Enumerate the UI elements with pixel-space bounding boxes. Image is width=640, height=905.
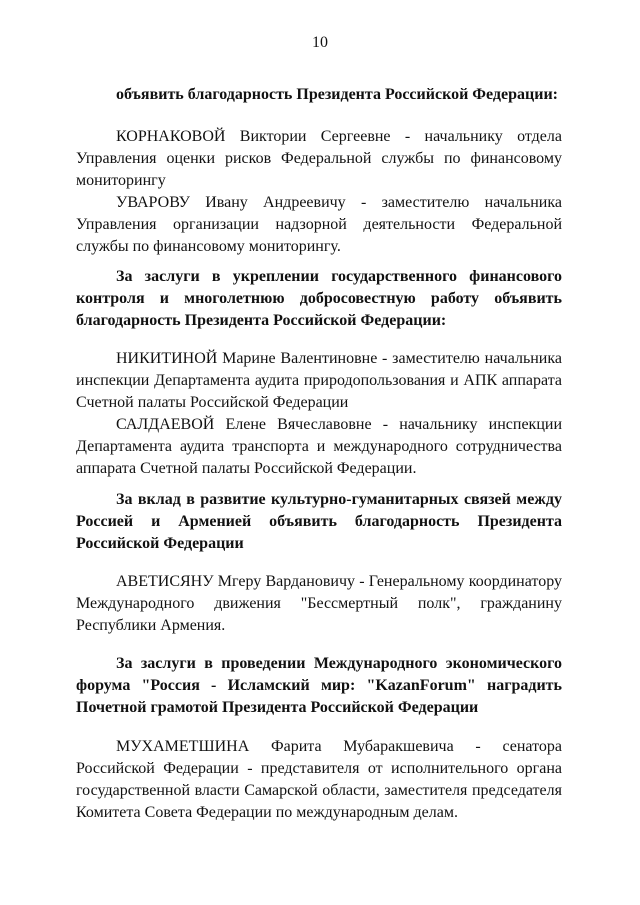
section-4: [76, 653, 562, 719]
award-entry: САЛДАЕВОЙ Елене Вячеславовне - начальнику инспекции Департамента аудита транспорта и международного сотрудничества аппарата Счетной палаты Российской Федерации.: [76, 416, 562, 477]
section-heading: За заслуги в укреплении государственного финансового контроля и многолетнюю добросовестную работу объявить благодарность Президента Российской Федерации:: [76, 268, 562, 329]
section-2: [76, 266, 562, 332]
award-entry: МУХАМЕТШИНА Фарита Мубаракшевича - сенатора Российской Федерации - представителя от исполнительного органа государственной власти Самарской области, заместителя председателя Комитета Совета Федерации по международным делам.: [76, 738, 562, 821]
award-entry: УВАРОВУ Ивану Андреевичу - заместителю начальника Управления организации надзорной деятельности Федеральной службы по финансовому мониторингу.: [76, 194, 562, 255]
page-number: 10: [312, 34, 328, 51]
section-2-entries: [76, 348, 562, 480]
section-heading: объявить благодарность Президента Российской Федерации:: [116, 86, 558, 103]
section-1: [76, 84, 562, 106]
section-heading: За вклад в развитие культурно-гуманитарных связей между Россией и Арменией объявить благодарность Президента Российской Федерации: [76, 491, 562, 552]
section-4-entries: [76, 736, 562, 824]
section-heading: За заслуги в проведении Международного экономического форума "Россия - Исламский мир: "KazanForum" наградить Почетной грамотой Президента Российской Федерации: [76, 655, 562, 716]
award-entry: КОРНАКОВОЙ Виктории Сергеевне - начальнику отдела Управления оценки рисков Федеральной службы по финансовому мониторингу: [76, 128, 562, 189]
section-1-entries: [76, 126, 562, 258]
award-entry: НИКИТИНОЙ Марине Валентиновне - заместителю начальника инспекции Департамента аудита природопользования и АПК аппарата Счетной палаты Российской Федерации: [76, 350, 562, 411]
section-3-entries: [76, 571, 562, 637]
award-entry: АВЕТИСЯНУ Мгеру Вардановичу - Генеральному координатору Международного движения "Бессмертный полк", гражданину Республики Армения.: [76, 573, 562, 634]
section-3: [76, 489, 562, 555]
